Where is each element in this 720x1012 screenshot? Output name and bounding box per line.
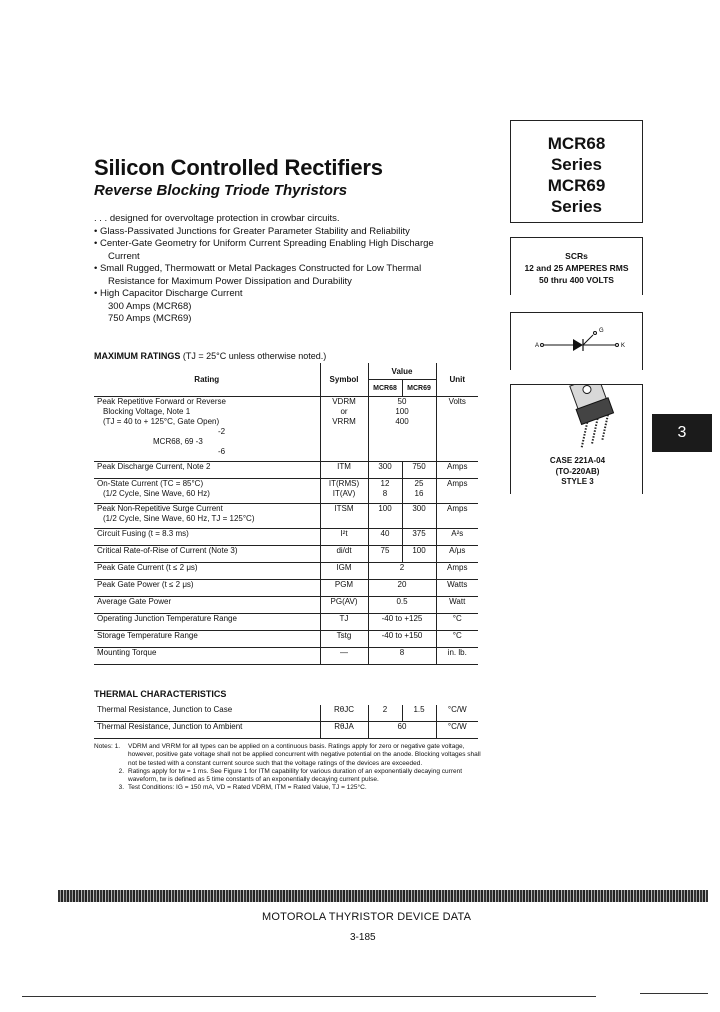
case-line: STYLE 3 bbox=[561, 477, 594, 486]
unit-cell: °C bbox=[436, 631, 478, 648]
symbol-cell bbox=[320, 563, 368, 580]
value-cell-line: 300 bbox=[412, 504, 426, 513]
rating-cell bbox=[94, 614, 320, 631]
symbol-cell-line: TJ bbox=[339, 614, 349, 623]
unit-cell: Amps bbox=[436, 504, 478, 529]
table-row bbox=[94, 614, 478, 631]
feature-bullet-cont: 300 Amps (MCR68) bbox=[108, 300, 192, 312]
unit-cell: Amps bbox=[436, 479, 478, 504]
page-number: 3-185 bbox=[350, 932, 376, 943]
value-cell bbox=[402, 546, 436, 563]
cathode-label: K bbox=[621, 343, 626, 349]
rating-cell-line: On-State Current (TC = 85°C) bbox=[97, 479, 204, 488]
rating-cell-line: MCR68, 69 -3 bbox=[153, 437, 203, 446]
symbol-cell bbox=[320, 705, 368, 722]
value-cell bbox=[368, 705, 402, 722]
feature-bullet: • Glass-Passivated Junctions for Greater Parameter Stability and Reliability bbox=[94, 225, 410, 237]
rating-cell bbox=[94, 479, 320, 504]
intro-section bbox=[94, 213, 494, 326]
case-box bbox=[510, 384, 643, 494]
value-cell-line: 75 bbox=[380, 546, 390, 555]
rating-cell-line: Peak Gate Power (t ≤ 2 μs) bbox=[97, 580, 194, 589]
value-cell bbox=[368, 597, 436, 614]
symbol-cell-line: IT(RMS) bbox=[328, 479, 360, 488]
thermal-table bbox=[94, 705, 478, 739]
rating-cell-line: -2 bbox=[218, 427, 226, 436]
table-row bbox=[94, 631, 478, 648]
unit-cell: A²s bbox=[436, 529, 478, 546]
rating-cell-line: Peak Discharge Current, Note 2 bbox=[97, 462, 211, 471]
value-cell-line: 40 bbox=[380, 529, 390, 538]
rating-cell bbox=[94, 722, 320, 739]
table-row bbox=[94, 504, 478, 529]
rating-cell-line: Peak Repetitive Forward or Reverse bbox=[97, 397, 226, 406]
value-cell-line: 375 bbox=[412, 529, 426, 538]
footer-text: MOTOROLA THYRISTOR DEVICE DATA bbox=[262, 911, 472, 923]
value-cell bbox=[402, 462, 436, 479]
note-key: 3. bbox=[118, 784, 124, 792]
symbol-cell bbox=[320, 631, 368, 648]
unit-cell: Watt bbox=[436, 597, 478, 614]
unit-cell: A/μs bbox=[436, 546, 478, 563]
page-subtitle: Reverse Blocking Triode Thyristors bbox=[94, 182, 348, 199]
rating-cell-line: -6 bbox=[218, 447, 226, 456]
rating-cell-line: Operating Junction Temperature Range bbox=[97, 614, 237, 623]
case-line: (TO-220AB) bbox=[555, 466, 600, 476]
value-cell bbox=[368, 397, 436, 462]
series-line: Series bbox=[550, 197, 603, 216]
rating-cell-line: Peak Gate Current (t ≤ 2 μs) bbox=[97, 563, 198, 572]
value-cell-line: 50 bbox=[397, 397, 407, 406]
value-cell-line: 1.5 bbox=[413, 705, 425, 714]
rating-cell bbox=[94, 546, 320, 563]
bottom-rule-short bbox=[640, 993, 708, 994]
table-row bbox=[94, 563, 478, 580]
symbol-cell bbox=[320, 397, 368, 462]
notes-section bbox=[94, 743, 484, 793]
unit-cell: °C bbox=[436, 614, 478, 631]
feature-bullet-cont: 750 Amps (MCR69) bbox=[108, 313, 192, 324]
value-cell bbox=[368, 462, 402, 479]
scr-rating-box bbox=[510, 237, 643, 295]
symbol-cell-line: PGM bbox=[334, 580, 354, 589]
value-cell-line: 100 bbox=[378, 504, 392, 513]
scr-line: SCRs bbox=[565, 251, 588, 261]
symbol-cell bbox=[320, 479, 368, 504]
unit-cell: Watts bbox=[436, 580, 478, 597]
gate-label: G bbox=[599, 328, 604, 334]
series-box bbox=[510, 120, 643, 223]
symbol-cell-line: VRRM bbox=[332, 417, 356, 426]
value-cell-line: 400 bbox=[395, 417, 409, 426]
scr-symbol-box bbox=[510, 312, 643, 370]
symbol-cell-line: Tstg bbox=[336, 631, 352, 640]
series-line: MCR69 bbox=[547, 176, 606, 195]
symbol-cell-line: PG(AV) bbox=[330, 597, 358, 606]
symbol-cell bbox=[320, 504, 368, 529]
table-row bbox=[94, 580, 478, 597]
value-cell bbox=[402, 529, 436, 546]
note-text: Ratings apply for tw = 1 ms. See Figure 1 for ITM capability for various duration of an exponentially decaying current waveform, tw is defined as 5 time constants of an exponentially decaying current pulse. bbox=[128, 767, 463, 784]
rating-cell bbox=[94, 705, 320, 722]
page-title: Silicon Controlled Rectifiers bbox=[94, 155, 383, 180]
col-unit: Unit bbox=[436, 363, 478, 397]
rating-cell-line: Circuit Fusing (t = 8.3 ms) bbox=[97, 529, 189, 538]
rating-cell bbox=[94, 397, 320, 462]
scr-schematic-icon bbox=[511, 313, 644, 371]
case-line: CASE 221A-04 bbox=[549, 456, 606, 465]
unit-cell: Amps bbox=[436, 563, 478, 580]
value-cell-line: 300 bbox=[378, 462, 392, 471]
value-cell-line: 20 bbox=[397, 580, 407, 589]
value-cell-line: 2 bbox=[399, 563, 405, 572]
value-cell-line: 100 bbox=[395, 407, 409, 416]
feature-bullet-cont: Current bbox=[108, 250, 140, 262]
unit-cell: Amps bbox=[436, 462, 478, 479]
value-cell bbox=[368, 631, 436, 648]
anode-label: A bbox=[535, 343, 540, 349]
value-cell-line: 100 bbox=[412, 546, 426, 555]
table-row bbox=[94, 462, 478, 479]
value-cell bbox=[368, 504, 402, 529]
note-key: Notes: 1. bbox=[94, 743, 121, 750]
symbol-cell-line: RθJC bbox=[333, 705, 354, 714]
symbol-cell-line: RθJA bbox=[334, 722, 354, 731]
value-cell bbox=[368, 529, 402, 546]
case-info bbox=[511, 456, 644, 488]
symbol-cell bbox=[320, 648, 368, 665]
bottom-rule bbox=[22, 996, 596, 997]
col-symbol: Symbol bbox=[320, 363, 368, 397]
intro-lead: . . . designed for overvoltage protection in crowbar circuits. bbox=[94, 213, 340, 224]
note-item bbox=[94, 743, 484, 768]
feature-list bbox=[94, 226, 494, 326]
max-ratings-condition: (TJ = 25°C unless otherwise noted.) bbox=[182, 351, 327, 361]
note-text: Test Conditions: IG = 150 mA, VD = Rated VDRM, ITM = Rated Value, TJ = 125°C. bbox=[128, 784, 367, 792]
rating-cell bbox=[94, 462, 320, 479]
feature-bullet: • Small Rugged, Thermowatt or Metal Packages Constructed for Low Thermal bbox=[94, 263, 422, 274]
rating-cell bbox=[94, 631, 320, 648]
unit-cell: in. lb. bbox=[436, 648, 478, 665]
col-mcr68: MCR68 bbox=[368, 380, 402, 397]
value-cell-line: 0.5 bbox=[396, 597, 408, 606]
series-line: MCR68 bbox=[547, 134, 606, 153]
table-row bbox=[94, 479, 478, 504]
symbol-cell-line: IT(AV) bbox=[332, 489, 356, 498]
rating-cell-line: (TJ = 40 to + 125°C, Gate Open) bbox=[103, 417, 220, 426]
symbol-cell-line: ITSM bbox=[334, 504, 354, 513]
max-ratings-table bbox=[94, 363, 478, 665]
thermal-heading: THERMAL CHARACTERISTICS bbox=[94, 689, 227, 699]
col-mcr69: MCR69 bbox=[402, 380, 436, 397]
symbol-cell-line: di/dt bbox=[336, 546, 352, 555]
rating-cell-line: Critical Rate-of-Rise of Current (Note 3) bbox=[97, 546, 238, 555]
to220-package-icon bbox=[511, 385, 644, 455]
rating-cell-line: (1/2 Cycle, Sine Wave, 60 Hz, TJ = 125°C) bbox=[103, 514, 255, 523]
rating-cell-line: Blocking Voltage, Note 1 bbox=[103, 407, 191, 416]
note-key: 2. bbox=[118, 767, 124, 775]
value-cell bbox=[368, 563, 436, 580]
symbol-cell-line: — bbox=[340, 648, 348, 657]
symbol-cell bbox=[320, 722, 368, 739]
value-cell bbox=[368, 580, 436, 597]
unit-cell: Volts bbox=[436, 397, 478, 462]
value-cell-line: 2 bbox=[382, 705, 388, 714]
table-row bbox=[94, 705, 478, 722]
table-row bbox=[94, 397, 478, 462]
col-value: Value bbox=[368, 363, 436, 380]
value-cell-line: -40 to +150 bbox=[381, 631, 423, 640]
rating-cell bbox=[94, 648, 320, 665]
symbol-cell bbox=[320, 546, 368, 563]
value-cell-line: 8 bbox=[399, 648, 405, 657]
symbol-cell-line: IGM bbox=[336, 563, 352, 572]
col-rating: Rating bbox=[94, 363, 320, 397]
rating-cell bbox=[94, 580, 320, 597]
footer-stripe bbox=[58, 890, 708, 902]
series-line: Series bbox=[550, 155, 603, 174]
rating-cell-line: Thermal Resistance, Junction to Case bbox=[97, 705, 233, 714]
symbol-cell-line: ITM bbox=[337, 462, 351, 471]
note-text: VDRM and VRRM for all types can be applied on a continuous basis. Ratings apply for zero or negative gate voltage, however, positive gate voltage shall not be applied concurrent with negative potential on the anode. Blocking voltages shall not be tested with a constant current source such that the voltage ratings of the devices are exceeded. bbox=[128, 743, 481, 767]
rating-cell-line: Average Gate Power bbox=[97, 597, 172, 606]
max-ratings-title: MAXIMUM RATINGS bbox=[94, 351, 181, 361]
value-cell-line: 8 bbox=[382, 489, 388, 498]
rating-cell bbox=[94, 563, 320, 580]
value-cell bbox=[368, 648, 436, 665]
value-cell-line: -40 to +125 bbox=[381, 614, 423, 623]
rating-cell bbox=[94, 504, 320, 529]
value-cell bbox=[368, 479, 402, 504]
rating-cell-line: Thermal Resistance, Junction to Ambient bbox=[97, 722, 243, 731]
symbol-cell-line: I²t bbox=[340, 529, 348, 538]
note-item bbox=[94, 768, 484, 785]
rating-cell-line: Peak Non-Repetitive Surge Current bbox=[97, 504, 223, 513]
symbol-cell bbox=[320, 529, 368, 546]
section-tab: 3 bbox=[652, 414, 712, 452]
table-row bbox=[94, 648, 478, 665]
symbol-cell bbox=[320, 597, 368, 614]
table-row bbox=[94, 722, 478, 739]
value-cell bbox=[368, 546, 402, 563]
value-cell bbox=[402, 705, 436, 722]
symbol-cell-line: VDRM bbox=[332, 397, 356, 406]
value-cell-line: 60 bbox=[397, 722, 407, 731]
symbol-cell bbox=[320, 580, 368, 597]
table-row bbox=[94, 597, 478, 614]
table-row bbox=[94, 529, 478, 546]
rating-cell-line: Mounting Torque bbox=[97, 648, 157, 657]
value-cell-line: 750 bbox=[412, 462, 426, 471]
value-cell bbox=[402, 504, 436, 529]
value-cell-line: 12 bbox=[380, 479, 390, 488]
symbol-cell bbox=[320, 462, 368, 479]
rating-cell-line: (1/2 Cycle, Sine Wave, 60 Hz) bbox=[103, 489, 210, 498]
feature-bullet: • Center-Gate Geometry for Uniform Current Spreading Enabling High Discharge bbox=[94, 238, 434, 249]
table-row bbox=[94, 546, 478, 563]
unit-cell: °C/W bbox=[436, 722, 478, 739]
scr-line: 50 thru 400 VOLTS bbox=[539, 275, 614, 285]
scr-line: 12 and 25 AMPERES RMS bbox=[524, 263, 629, 273]
feature-bullet: • High Capacitor Discharge Current bbox=[94, 288, 243, 299]
symbol-cell-line: or bbox=[340, 407, 348, 416]
value-cell bbox=[402, 479, 436, 504]
value-cell bbox=[368, 722, 436, 739]
symbol-cell bbox=[320, 614, 368, 631]
unit-cell: °C/W bbox=[436, 705, 478, 722]
value-cell bbox=[368, 614, 436, 631]
rating-cell bbox=[94, 529, 320, 546]
value-cell-line: 16 bbox=[414, 489, 424, 498]
value-cell-line: 25 bbox=[414, 479, 424, 488]
rating-cell-line: Storage Temperature Range bbox=[97, 631, 198, 640]
max-ratings-heading bbox=[94, 351, 326, 361]
note-item bbox=[94, 784, 484, 792]
feature-bullet-cont: Resistance for Maximum Power Dissipation and Durability bbox=[108, 275, 352, 287]
rating-cell bbox=[94, 597, 320, 614]
